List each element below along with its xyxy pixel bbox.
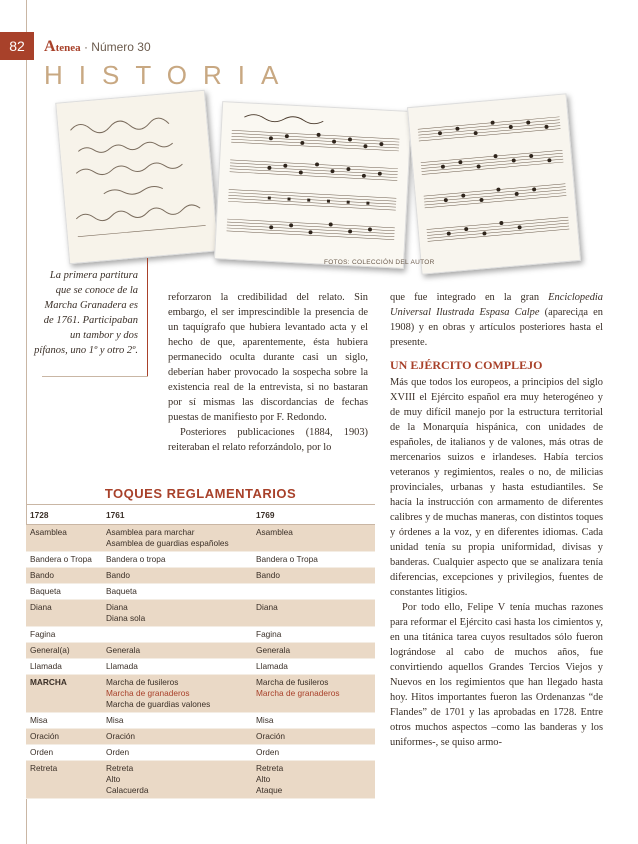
table-row: [26, 713, 375, 729]
cell-line: Retreta: [30, 763, 58, 773]
cell-line: [256, 586, 371, 597]
table-cell-1769: [252, 552, 375, 568]
cell-line: General(a): [30, 645, 70, 655]
table-cell-1769: [252, 729, 375, 745]
cell-line: Orden: [30, 747, 54, 757]
magazine-name: [44, 38, 81, 55]
cell-line: Diana sola: [106, 613, 146, 623]
image-caption: La primera partitura que se conoce de la Marcha Granadera es de 1761. Participaban un tambor y dos pífanos, uno 1º y otro 2º.: [34, 270, 138, 356]
table-cell-1769: [252, 761, 375, 799]
cell-line: Bandera o Tropa: [30, 554, 92, 564]
text-run: que fue integrado en la gran: [390, 292, 549, 303]
cell-line: Alto: [106, 774, 121, 784]
handwritten-title-page-image: [56, 91, 217, 263]
cell-line: Baqueta: [30, 586, 61, 596]
cell-line: [106, 629, 248, 640]
cell-line: Misa: [106, 715, 124, 725]
table-cell-1728: [26, 745, 102, 761]
cell-line: Bando: [256, 570, 280, 580]
table-cell-1761: [102, 745, 252, 761]
table-cell-1769: [252, 745, 375, 761]
cell-line: Marcha de granaderos: [106, 688, 190, 698]
table-body: [26, 525, 375, 799]
cell-line: Bando: [30, 570, 54, 580]
cell-line: Marcha de fusileros: [106, 677, 179, 687]
toques-table: [26, 504, 375, 799]
toques-table-box: [26, 484, 375, 799]
cell-line: Llamada: [30, 661, 62, 671]
score-photo-marcha-granadera: [214, 101, 412, 269]
music-score-image-2: [408, 94, 580, 273]
cell-line: Oración: [30, 731, 60, 741]
table-cell-1769: [252, 525, 375, 552]
table-row: [26, 584, 375, 600]
table-cell-1769: [252, 659, 375, 675]
cell-line: Orden: [256, 747, 280, 757]
cell-line: Diana: [256, 602, 278, 612]
cell-line: Fagina: [256, 629, 282, 639]
table-cell-1728: [26, 525, 102, 552]
table-cell-1761: [102, 729, 252, 745]
cell-line: Alto: [256, 774, 271, 784]
music-score-image: [215, 102, 411, 268]
table-cell-1761: [102, 675, 252, 713]
cell-line: Diana: [30, 602, 52, 612]
table-row: [26, 568, 375, 584]
table-row: [26, 552, 375, 568]
cell-line: Marcha de granaderos: [256, 688, 340, 698]
table-title: TOQUES REGLAMENTARIOS: [104, 486, 297, 501]
table-cell-1728: [26, 568, 102, 584]
table-cell-1769: [252, 600, 375, 627]
paragraph: Posteriores publicaciones (1884, 1903) reiteraban el relato reforzándolo, por lo: [168, 427, 368, 453]
article-column-middle: [168, 290, 368, 455]
cell-line: Fagina: [30, 629, 56, 639]
cell-line: Misa: [256, 715, 274, 725]
table-cell-1761: [102, 713, 252, 729]
cell-line: Baqueta: [106, 586, 137, 596]
table-cell-1728: [26, 761, 102, 799]
cell-line: Generala: [256, 645, 291, 655]
table-row: [26, 729, 375, 745]
cell-line: Retreta: [256, 763, 284, 773]
table-row: [26, 761, 375, 799]
table-cell-1728: [26, 713, 102, 729]
page-number: 82: [0, 32, 34, 60]
table-cell-1769: [252, 713, 375, 729]
table-cell-1728: [26, 729, 102, 745]
table-row: [26, 600, 375, 627]
cell-line: Bando: [106, 570, 130, 580]
magazine-initial: A: [44, 38, 56, 55]
paragraph: Por todo ello, Felipe V tenía muchas razones para reformar el Ejército casi hasta los cimientos y, en una titánica tarea cuyos resultados sólo fueron lográndose al cabo de muchos años, fue convirtiendo aquellos Grandes Tercios Viejos y Nuevos en los regimientos que han llegado hasta hoy. Hitos importantes fueron las Ordenanzas “de Flandes” de 1701 y las aprobadas en 1728. Entre otros muchos aspectos –como las banderas y los uniformes-, se quiso armo-: [390, 602, 603, 748]
caption-bottom-rule: [42, 376, 148, 377]
cell-line: Llamada: [256, 661, 288, 671]
table-cell-1728: [26, 643, 102, 659]
cell-line: Asamblea para marchar: [106, 527, 195, 537]
cell-line: Bandera o tropa: [106, 554, 166, 564]
cell-line: Misa: [30, 715, 48, 725]
magazine-header: [44, 38, 151, 56]
section-title: HISTORIA: [44, 60, 295, 90]
table-cell-1728: [26, 675, 102, 713]
table-cell-1761: [102, 761, 252, 799]
cell-line: Bandera o Tropa: [256, 554, 318, 564]
cell-line: Retreta: [106, 763, 134, 773]
table-row: [26, 525, 375, 552]
table-row: [26, 627, 375, 643]
table-row: [26, 659, 375, 675]
table-cell-1761: [102, 552, 252, 568]
article-column-right: [390, 290, 603, 750]
table-row: [26, 643, 375, 659]
caption-divider: [147, 258, 148, 376]
table-cell-1769: [252, 675, 375, 713]
cell-line: Calacuerda: [106, 785, 149, 795]
table-header-row: [26, 505, 375, 525]
table-cell-1728: [26, 552, 102, 568]
table-cell-1728: [26, 600, 102, 627]
column-header: 1761: [102, 505, 252, 525]
table-cell-1769: [252, 643, 375, 659]
column-header: 1769: [252, 505, 375, 525]
cell-line: Orden: [106, 747, 130, 757]
cell-line: Oración: [256, 731, 286, 741]
table-cell-1761: [102, 659, 252, 675]
issue-number: · Número 30: [80, 40, 151, 54]
table-row: [26, 675, 375, 713]
table-row: [26, 745, 375, 761]
subheading: UN EJÉRCITO COMPLEJO: [390, 358, 543, 372]
magazine-name-rest: tenea: [55, 42, 81, 54]
score-photo-title-page: [55, 90, 219, 264]
paragraph: Más que todos los europeos, a principios del siglo XVIII el Ejército español era muy heterogéneo y de muy difícil manejo por la estructura territorial de la Monarquía hispánica, con unidades de españoles, de italianos y de valones, más otras de mercenarios suizos e irlandeses. Había tercios veteranos y regimientos, reales o no, de milicias provinciales, urbanas y hasta estudiantiles. Se hacía la instrucción con armamento de diferentes calibres y de muchas maneras, con distintos toques y órdenes a la voz, y en diferentes idiomas. Cada unidad tenía su propia uniformidad, divisas y banderas. Cualquier aspecto que se analizara tenía diferencias, excepciones y privilegios, fuentes de constantes litigios.: [390, 377, 603, 598]
table-cell-1761: [102, 600, 252, 627]
encyclopedia-title: Enciclopedia Universal Ilustrada Espasa Calpe: [390, 292, 603, 318]
cell-line: Oración: [106, 731, 136, 741]
cell-line: MARCHA: [30, 677, 67, 687]
table-cell-1761: [102, 568, 252, 584]
table-cell-1761: [102, 627, 252, 643]
table-cell-1761: [102, 525, 252, 552]
photo-credit: FOTOS: COLECCIÓN DEL AUTOR: [324, 259, 435, 266]
cell-line: Llamada: [106, 661, 138, 671]
table-cell-1761: [102, 643, 252, 659]
table-cell-1769: [252, 627, 375, 643]
cell-line: Asamblea de guardias españoles: [106, 538, 229, 548]
cell-line: Marcha de fusileros: [256, 677, 329, 687]
table-cell-1728: [26, 627, 102, 643]
cell-line: Generala: [106, 645, 141, 655]
cell-line: Marcha de guardias valones: [106, 699, 211, 709]
cell-line: Ataque: [256, 785, 283, 795]
cell-line: Asamblea: [30, 527, 67, 537]
cell-line: Diana: [106, 602, 128, 612]
table-cell-1769: [252, 584, 375, 600]
paragraph: [390, 290, 603, 350]
text-run: (apareciда en 1908) y en obras y artículos posteriores hasta el presente.: [390, 307, 603, 348]
score-photo-staves: [407, 93, 581, 274]
column-header: 1728: [26, 505, 102, 525]
cell-line: Asamblea: [256, 527, 293, 537]
table-cell-1728: [26, 659, 102, 675]
table-cell-1761: [102, 584, 252, 600]
table-cell-1728: [26, 584, 102, 600]
table-cell-1769: [252, 568, 375, 584]
paragraph: reforzaron la credibilidad del relato. Sin embargo, el ser imprescindible la presencia de un taquígrafo que hubiera levantado acta y el hecho de que, aparentemente, ésta hubiera permanecido oculta durante casi un siglo, deberían haber provocado la sospecha sobre la existencia real de la entrevista, si no bastaran por sí mismas las discordancias de fechas puestas de manifiesto por F. Redondo.: [168, 292, 368, 423]
